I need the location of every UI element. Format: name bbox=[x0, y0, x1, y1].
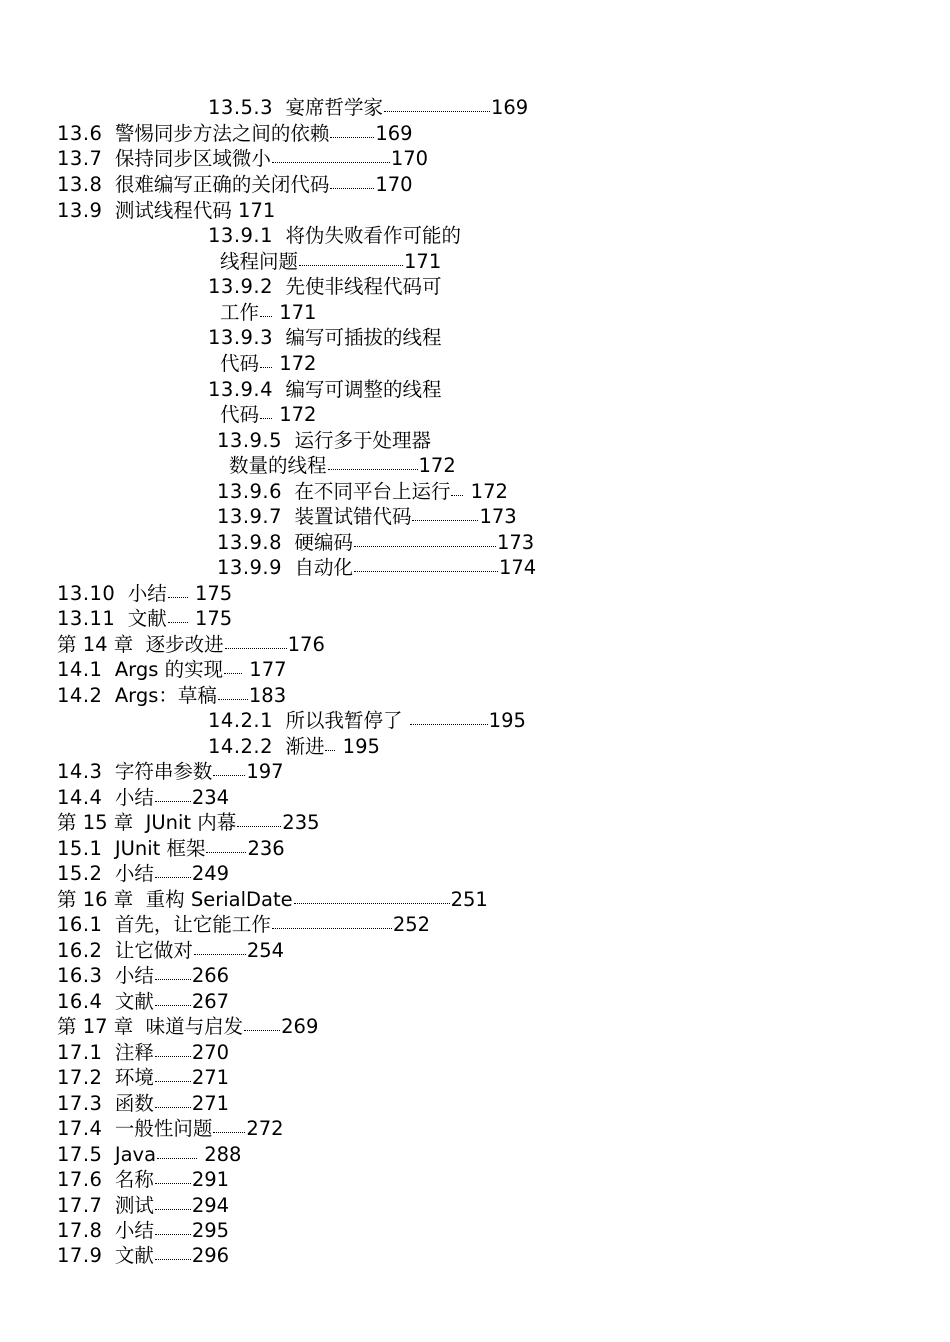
leader-dots bbox=[206, 846, 246, 853]
leader-dots bbox=[412, 514, 478, 521]
toc-chapter bbox=[57, 632, 325, 657]
leader-dots bbox=[224, 667, 242, 674]
toc-number: 13.9.4 bbox=[208, 378, 274, 401]
toc-number: 14.1 bbox=[57, 658, 103, 681]
toc-title: JUnit 内幕 bbox=[145, 811, 237, 834]
toc-page: 171 bbox=[279, 301, 317, 324]
toc-entry bbox=[57, 146, 428, 171]
toc-title: 一般性问题 bbox=[114, 1117, 213, 1140]
toc-entry-continuation bbox=[220, 402, 316, 427]
toc-number: 13.5.3 bbox=[208, 96, 274, 119]
toc-page: 288 bbox=[204, 1143, 242, 1166]
toc-title: 渐进 bbox=[285, 735, 325, 758]
toc-entry bbox=[217, 428, 431, 453]
toc-page: 294 bbox=[191, 1194, 230, 1217]
toc-page: 177 bbox=[249, 658, 287, 681]
toc-entry bbox=[57, 606, 232, 631]
toc-title: 将伪失败看作可能的 bbox=[285, 224, 461, 247]
toc-entry bbox=[57, 989, 229, 1014]
toc-entry bbox=[208, 95, 528, 120]
leader-dots bbox=[155, 1228, 191, 1235]
leader-dots bbox=[155, 1253, 191, 1260]
toc-number: 13.9.2 bbox=[208, 275, 274, 298]
toc-entry bbox=[57, 121, 413, 146]
toc-page: 234 bbox=[191, 786, 230, 809]
toc-entry bbox=[57, 785, 229, 810]
toc-entry bbox=[208, 223, 461, 248]
toc-entry bbox=[57, 836, 285, 861]
toc-entry bbox=[57, 1167, 229, 1192]
leader-dots bbox=[451, 489, 463, 496]
toc-number: 13.11 bbox=[57, 607, 116, 630]
toc-page: 269 bbox=[281, 1015, 319, 1038]
toc-entry bbox=[57, 581, 232, 606]
toc-entry bbox=[57, 963, 229, 988]
leader-dots bbox=[260, 412, 272, 419]
toc-number: 第 16 章 bbox=[57, 888, 134, 911]
toc-page: 170 bbox=[390, 147, 429, 170]
toc-number: 17.1 bbox=[57, 1041, 103, 1064]
toc-number: 17.9 bbox=[57, 1244, 103, 1267]
toc-page: 251 bbox=[450, 888, 488, 911]
toc-page: 296 bbox=[191, 1244, 230, 1267]
toc-number: 17.7 bbox=[57, 1194, 103, 1217]
leader-dots bbox=[354, 540, 496, 547]
toc-entry bbox=[208, 274, 441, 299]
toc-entry bbox=[57, 1243, 229, 1268]
leader-dots bbox=[155, 1177, 191, 1184]
toc-number: 第 15 章 bbox=[57, 811, 134, 834]
toc-title: 小结 bbox=[114, 862, 154, 885]
toc-page: 291 bbox=[191, 1168, 230, 1191]
toc-page: 249 bbox=[191, 862, 230, 885]
toc-entry bbox=[217, 530, 534, 555]
toc-title: 味道与启发 bbox=[145, 1015, 244, 1038]
toc-title-continued: 代码 bbox=[220, 403, 260, 426]
toc-chapter bbox=[57, 887, 488, 912]
toc-number: 16.2 bbox=[57, 939, 103, 962]
toc-entry bbox=[208, 377, 441, 402]
leader-dots bbox=[168, 591, 188, 598]
leader-dots bbox=[157, 1152, 197, 1159]
toc-number: 13.9.1 bbox=[208, 224, 274, 247]
toc-entry bbox=[57, 172, 413, 197]
toc-entry bbox=[208, 734, 380, 759]
toc-title: 测试 bbox=[114, 1194, 154, 1217]
leader-dots bbox=[294, 897, 450, 904]
toc-title-continued: 代码 bbox=[220, 352, 260, 375]
toc-page: 236 bbox=[247, 837, 285, 860]
toc-entry bbox=[217, 479, 508, 504]
toc-number: 13.10 bbox=[57, 582, 116, 605]
leader-dots bbox=[272, 156, 390, 163]
toc-title: 文献 bbox=[114, 990, 154, 1013]
toc-entry bbox=[57, 1040, 229, 1065]
toc-title: JUnit 框架 bbox=[114, 837, 206, 860]
toc-title: Java bbox=[114, 1143, 157, 1166]
leader-dots bbox=[155, 1075, 191, 1082]
toc-number: 13.9.8 bbox=[217, 531, 283, 554]
toc-page: 252 bbox=[392, 913, 431, 936]
toc-title: 硬编码 bbox=[294, 531, 353, 554]
toc-number: 13.9 bbox=[57, 199, 103, 222]
leader-dots bbox=[410, 718, 488, 725]
toc-title: Args：草稿 bbox=[114, 684, 217, 707]
toc-entry bbox=[57, 759, 284, 784]
toc-page: 170 bbox=[375, 173, 413, 196]
toc-title: Args 的实现 bbox=[114, 658, 224, 681]
toc-page: 169 bbox=[490, 96, 529, 119]
toc-chapter bbox=[57, 1014, 318, 1039]
toc-page: 267 bbox=[191, 990, 230, 1013]
toc-page: 172 bbox=[418, 454, 456, 477]
toc-number: 13.6 bbox=[57, 122, 103, 145]
toc-title: 小结 bbox=[114, 1219, 154, 1242]
toc-page: 175 bbox=[194, 582, 233, 605]
leader-dots bbox=[299, 259, 403, 266]
toc-entry bbox=[208, 708, 526, 733]
leader-dots bbox=[260, 361, 272, 368]
toc-title: 文献 bbox=[114, 1244, 154, 1267]
leader-dots bbox=[213, 1126, 245, 1133]
toc-page: 175 bbox=[194, 607, 233, 630]
toc-title: 小结 bbox=[114, 786, 154, 809]
toc-page: 171 bbox=[238, 199, 276, 222]
toc-title-continued: 数量的线程 bbox=[229, 454, 327, 477]
toc-number: 13.9.9 bbox=[217, 556, 283, 579]
leader-dots bbox=[325, 744, 335, 751]
toc-page: 270 bbox=[191, 1041, 230, 1064]
toc-page: 176 bbox=[287, 633, 325, 656]
toc-page: 174 bbox=[498, 556, 537, 579]
leader-dots bbox=[155, 795, 191, 802]
toc-number: 14.3 bbox=[57, 760, 103, 783]
leader-dots bbox=[237, 820, 281, 827]
leader-dots bbox=[330, 131, 374, 138]
toc-title: 函数 bbox=[114, 1092, 154, 1115]
toc-entry bbox=[57, 657, 287, 682]
toc-entry bbox=[57, 683, 286, 708]
toc-entry bbox=[57, 1065, 229, 1090]
leader-dots bbox=[155, 1203, 191, 1210]
toc-title: 所以我暂停了 bbox=[285, 709, 403, 732]
toc-title: 重构 SerialDate bbox=[145, 888, 293, 911]
toc-number: 13.9.7 bbox=[217, 505, 283, 528]
toc-number: 15.1 bbox=[57, 837, 103, 860]
toc-title: 测试线程代码 bbox=[114, 199, 232, 222]
leader-dots bbox=[155, 1101, 191, 1108]
leader-dots bbox=[218, 693, 248, 700]
toc-entry bbox=[217, 504, 517, 529]
leader-dots bbox=[384, 105, 490, 112]
toc-number: 17.4 bbox=[57, 1117, 103, 1140]
leader-dots bbox=[213, 769, 245, 776]
toc-number: 13.9.5 bbox=[217, 429, 283, 452]
toc-number: 17.6 bbox=[57, 1168, 103, 1191]
toc-title: 警惕同步方法之间的依赖 bbox=[114, 122, 330, 145]
toc-title: 编写可调整的线程 bbox=[285, 378, 442, 401]
toc-title: 小结 bbox=[114, 964, 154, 987]
leader-dots bbox=[328, 463, 418, 470]
toc-page: 271 bbox=[191, 1092, 230, 1115]
toc-page: 171 bbox=[404, 250, 442, 273]
toc-entry bbox=[57, 1193, 229, 1218]
toc-number: 14.4 bbox=[57, 786, 103, 809]
leader-dots bbox=[330, 182, 374, 189]
toc-title: 文献 bbox=[127, 607, 167, 630]
toc-title: 运行多于处理器 bbox=[294, 429, 431, 452]
toc-number: 16.4 bbox=[57, 990, 103, 1013]
leader-dots bbox=[260, 310, 272, 317]
toc-entry-continuation bbox=[220, 351, 316, 376]
toc-number: 13.9.6 bbox=[217, 480, 283, 503]
toc-page: 295 bbox=[191, 1219, 230, 1242]
toc-page: 173 bbox=[496, 531, 535, 554]
toc-entry bbox=[57, 1142, 241, 1167]
toc-title: 编写可插拔的线程 bbox=[285, 326, 442, 349]
leader-dots bbox=[225, 642, 287, 649]
toc-title: 在不同平台上运行 bbox=[294, 480, 451, 503]
toc-title: 先使非线程代码可 bbox=[285, 275, 442, 298]
toc-entry bbox=[57, 198, 275, 223]
leader-dots bbox=[272, 922, 392, 929]
toc-title: 装置试错代码 bbox=[294, 505, 412, 528]
toc-number: 17.5 bbox=[57, 1143, 103, 1166]
toc-number: 14.2.1 bbox=[208, 709, 274, 732]
leader-dots bbox=[155, 1050, 191, 1057]
toc-chapter bbox=[57, 810, 320, 835]
toc-title-continued: 线程问题 bbox=[220, 250, 299, 273]
toc-page: 172 bbox=[279, 403, 317, 426]
toc-entry-continuation bbox=[220, 249, 441, 274]
toc-title: 注释 bbox=[114, 1041, 154, 1064]
toc-page: 266 bbox=[191, 964, 230, 987]
toc-number: 13.9.3 bbox=[208, 326, 274, 349]
toc-title: 名称 bbox=[114, 1168, 154, 1191]
toc-number: 13.7 bbox=[57, 147, 103, 170]
leader-dots bbox=[155, 973, 191, 980]
toc-entry bbox=[217, 555, 536, 580]
toc-number: 16.1 bbox=[57, 913, 103, 936]
toc-number: 17.3 bbox=[57, 1092, 103, 1115]
toc-title: 让它做对 bbox=[114, 939, 193, 962]
toc-number: 13.8 bbox=[57, 173, 103, 196]
toc-page: 195 bbox=[342, 735, 380, 758]
toc-page: 272 bbox=[246, 1117, 284, 1140]
toc-page: 172 bbox=[470, 480, 508, 503]
leader-dots bbox=[354, 565, 498, 572]
toc-title: 首先，让它能工作 bbox=[114, 913, 271, 936]
toc-page: 254 bbox=[246, 939, 285, 962]
toc-page: 183 bbox=[248, 684, 287, 707]
leader-dots bbox=[168, 616, 188, 623]
leader-dots bbox=[155, 999, 191, 1006]
toc-entry-continuation bbox=[229, 453, 456, 478]
toc-number: 16.3 bbox=[57, 964, 103, 987]
toc-number: 17.8 bbox=[57, 1219, 103, 1242]
toc-entry-continuation bbox=[220, 300, 316, 325]
toc-page: 172 bbox=[279, 352, 317, 375]
toc-page: 173 bbox=[479, 505, 517, 528]
toc-title: 自动化 bbox=[294, 556, 353, 579]
toc-entry bbox=[57, 861, 229, 886]
leader-dots bbox=[155, 871, 191, 878]
toc-number: 第 14 章 bbox=[57, 633, 134, 656]
toc-number: 14.2.2 bbox=[208, 735, 274, 758]
toc-title: 小结 bbox=[127, 582, 167, 605]
toc-page: 235 bbox=[282, 811, 320, 834]
toc-page: 195 bbox=[488, 709, 526, 732]
leader-dots bbox=[244, 1024, 280, 1031]
toc-entry bbox=[57, 912, 430, 937]
toc-number: 14.2 bbox=[57, 684, 103, 707]
leader-dots bbox=[194, 948, 246, 955]
toc-page: 169 bbox=[375, 122, 413, 145]
toc-title: 字符串参数 bbox=[114, 760, 213, 783]
toc-title: 宴席哲学家 bbox=[285, 96, 383, 119]
toc-title: 保持同步区域微小 bbox=[114, 147, 271, 170]
toc-number: 第 17 章 bbox=[57, 1015, 134, 1038]
toc-entry bbox=[208, 325, 441, 350]
toc-page: 271 bbox=[191, 1066, 230, 1089]
toc-number: 17.2 bbox=[57, 1066, 103, 1089]
toc-title: 环境 bbox=[114, 1066, 154, 1089]
toc-entry bbox=[57, 938, 284, 963]
toc-entry bbox=[57, 1116, 284, 1141]
toc-title: 很难编写正确的关闭代码 bbox=[114, 173, 330, 196]
toc-page: 197 bbox=[246, 760, 284, 783]
toc-number: 15.2 bbox=[57, 862, 103, 885]
toc-title-continued: 工作 bbox=[220, 301, 260, 324]
toc-title: 逐步改进 bbox=[145, 633, 224, 656]
toc-entry bbox=[57, 1218, 229, 1243]
toc-entry bbox=[57, 1091, 229, 1116]
